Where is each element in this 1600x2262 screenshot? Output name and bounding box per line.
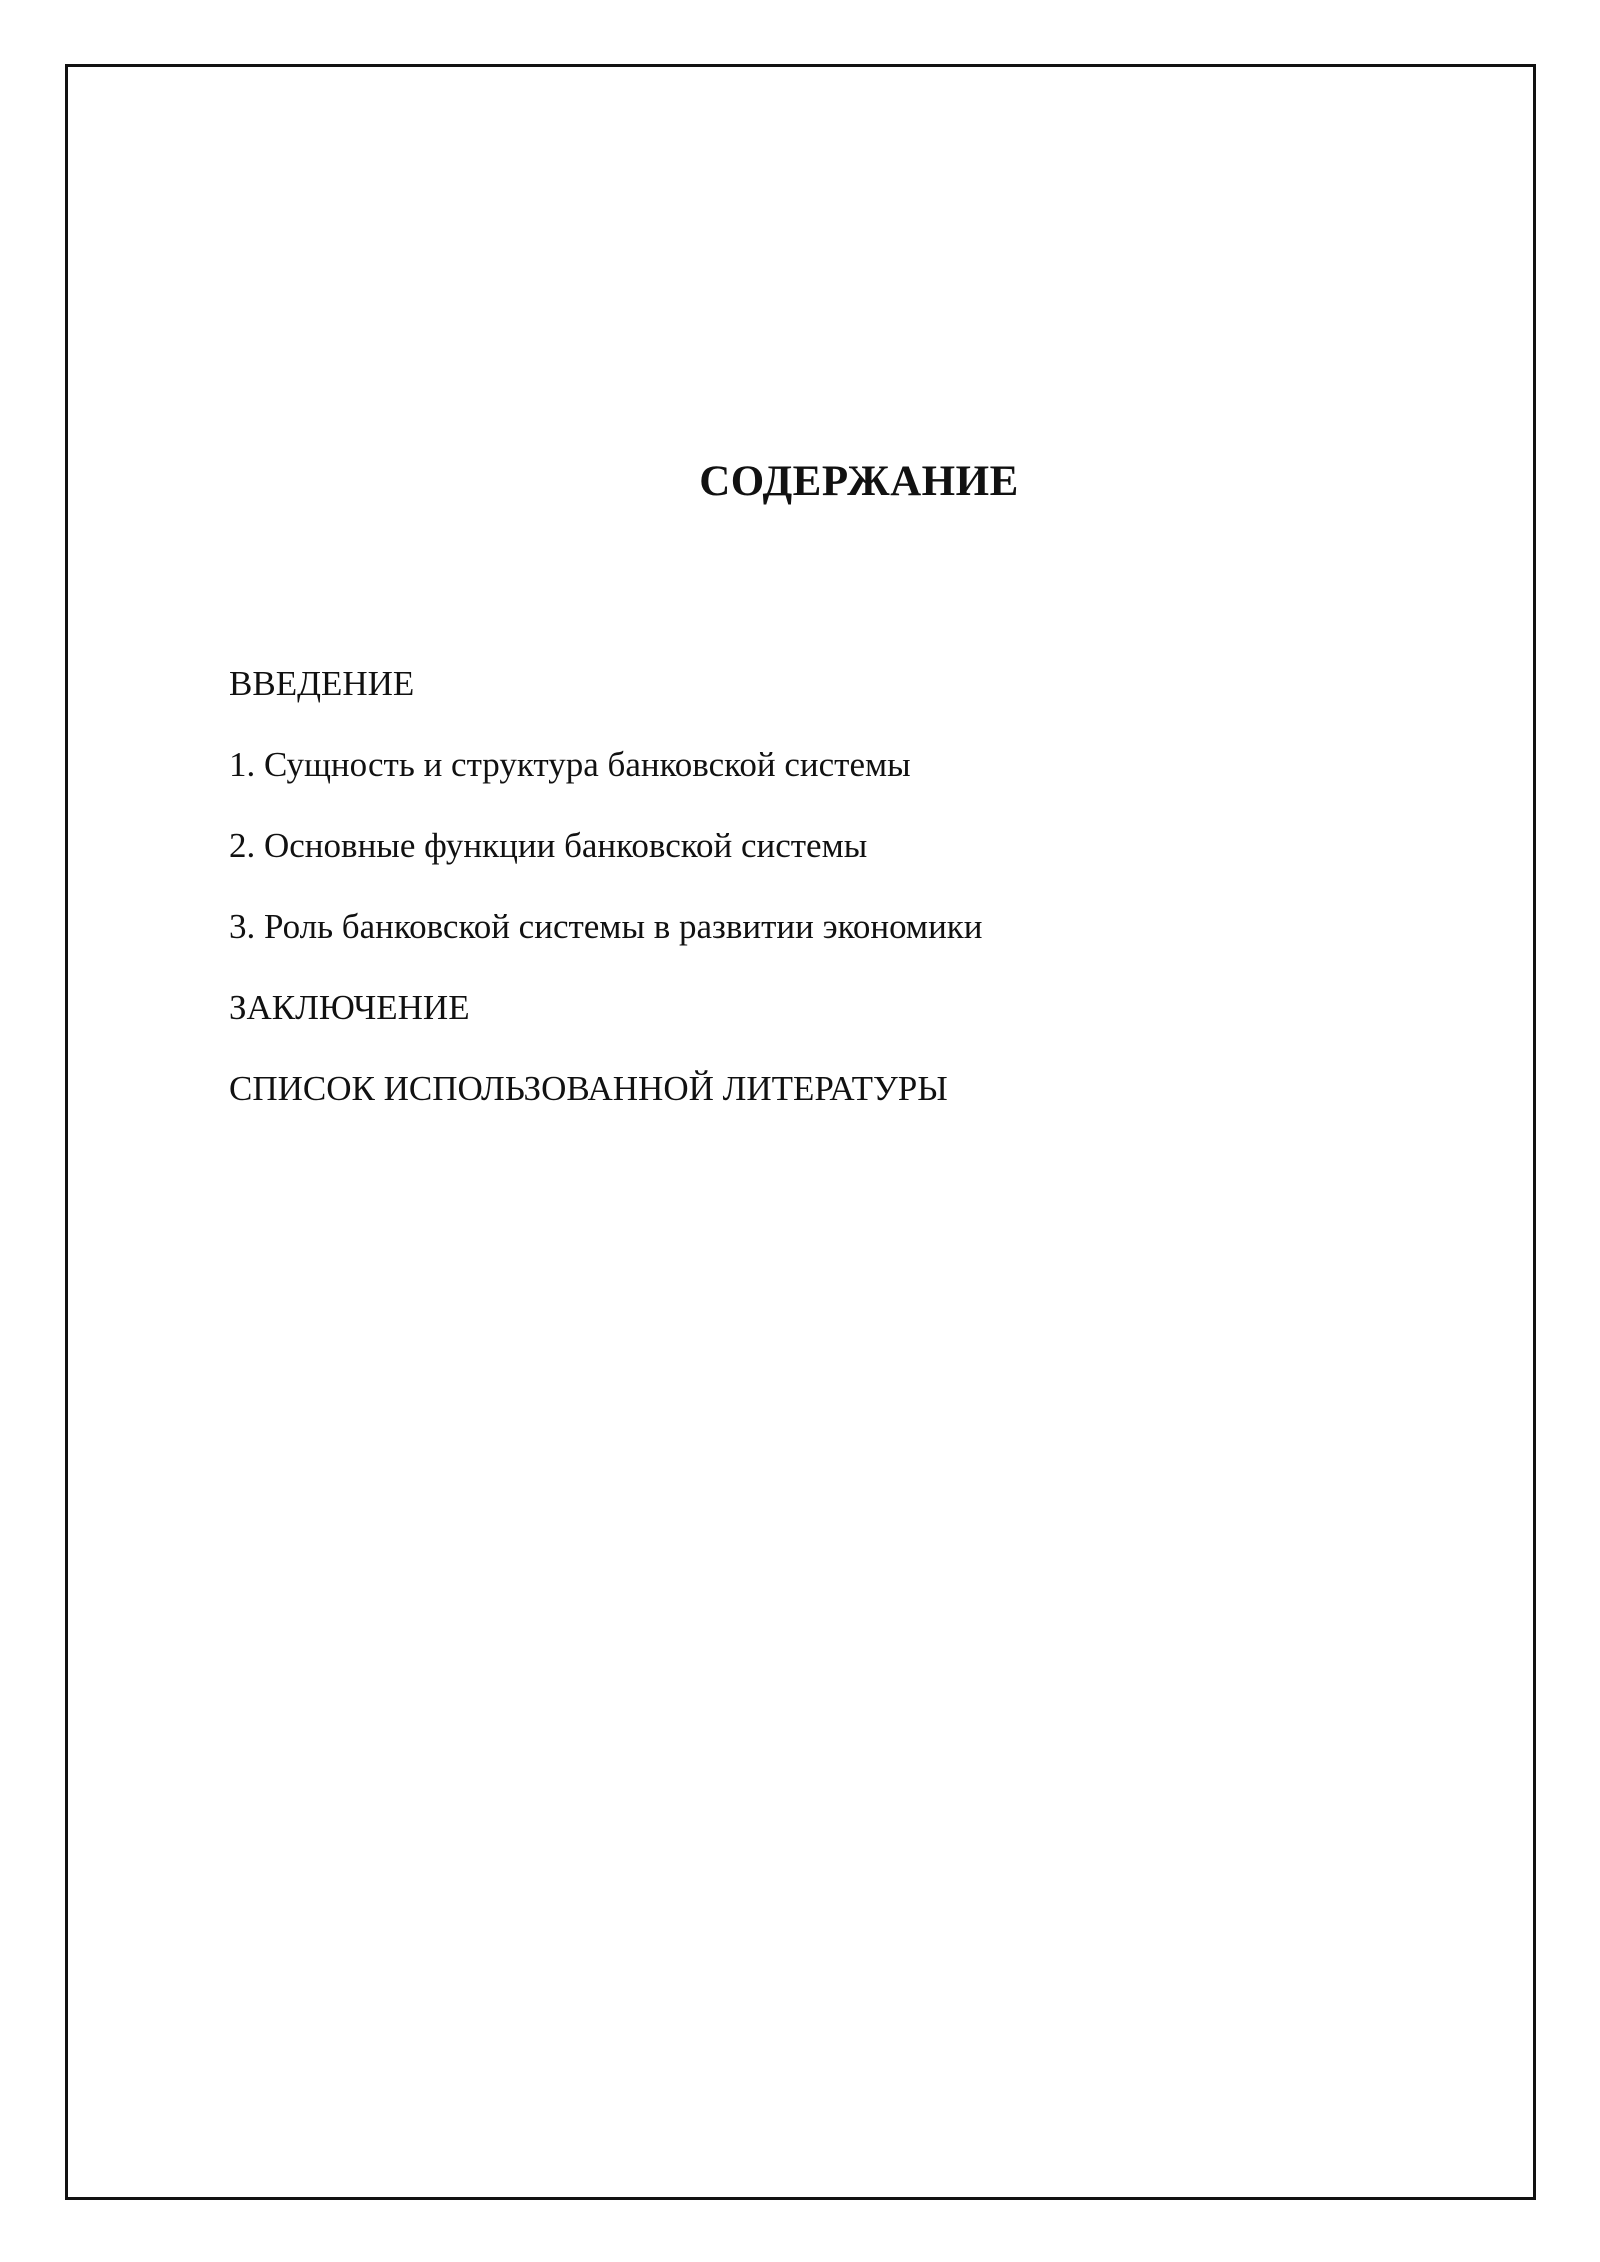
toc-item-chapter-3: 3. Роль банковской системы в развитии экономики [229, 907, 983, 946]
toc-item-references: СПИСОК ИСПОЛЬЗОВАННОЙ ЛИТЕРАТУРЫ [229, 1069, 948, 1108]
toc-item-introduction: ВВЕДЕНИЕ [229, 664, 415, 703]
toc-item-conclusion: ЗАКЛЮЧЕНИЕ [229, 988, 470, 1027]
toc-item-chapter-1: 1. Сущность и структура банковской системы [229, 745, 911, 784]
page-border-frame [65, 64, 1536, 2200]
table-of-contents [229, 643, 983, 1129]
toc-item-chapter-2: 2. Основные функции банковской системы [229, 826, 868, 865]
page-title: СОДЕРЖАНИЕ [699, 458, 1019, 505]
